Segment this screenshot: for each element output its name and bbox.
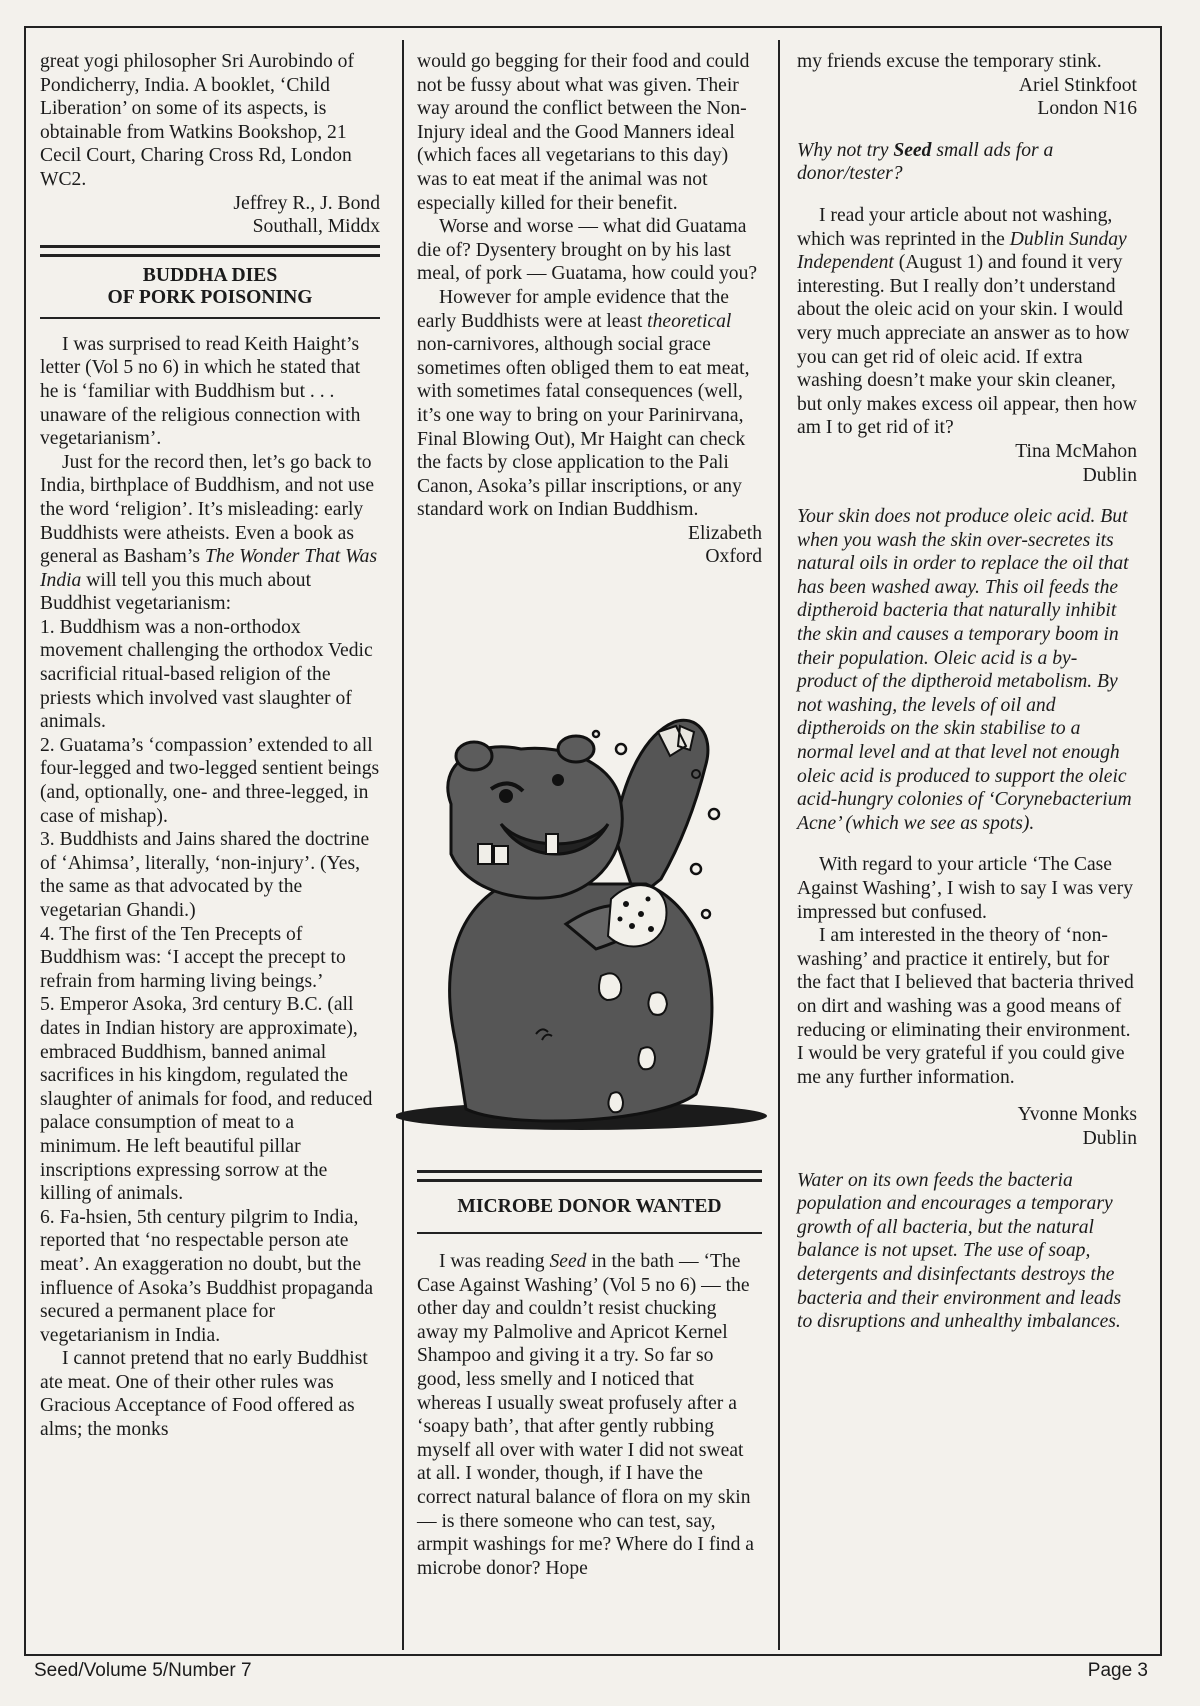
letter-text: I was surprised to read Keith Haight’s letter (Vol 5 no 6) in which he stated that he is ‘familiar with Buddhism but . . . unaware of the religious connection with vegetarianism’. [40, 333, 361, 450]
editor-reply: Water on its own feeds the bacteria population and encourages a temporary growth of all bacteria, but the natural balance is not upset. The use of soap, detergents and disinfectants destroys the bacteria and their environment and leads to disruptions and unhealthy imbalances. [797, 1169, 1122, 1333]
page-number: Page 3 [1087, 1660, 1148, 1681]
issue-label: Seed/Volume 5/Number 7 [34, 1660, 252, 1681]
list-item: 3. Buddhists and Jains shared the doctrine of ‘Ahimsa’, literally, ‘non-injury’. (Yes, the same as that advocated by the vegetarian Ghandi.) [40, 829, 370, 921]
signature-place: London N16 [1037, 98, 1137, 120]
section-rule [40, 245, 380, 257]
letter-text: my friends excuse the temporary stink. [797, 51, 1102, 72]
letter-text: I read your article about not washing, which was reprinted in the Dublin Sunday Independent (August 1) and found it very interesting. But I really don’t understand about the oleic acid on your skin. I would very much appreciate an answer as to how you can get rid of oleic acid. If extra washing doesn’t make your skin cleaner, but only makes excess oil appear, then how am I to get rid of it? [797, 204, 1137, 439]
signature-name: Elizabeth [688, 522, 762, 544]
editor-reply: Why not try Seed small ads for a donor/tester? [797, 139, 1054, 185]
list-item: 4. The first of the Ten Precepts of Buddhism was: ‘I accept the precept to refrain from harming living beings.’ [40, 923, 346, 992]
column-middle-lower [417, 1170, 762, 1580]
newspaper-name: Dublin Sunday Independent [797, 228, 1127, 274]
signature-name: Jeffrey R., J. Bond [233, 192, 380, 214]
letter-text: I was reading Seed in the bath — ‘The Case Against Washing’ (Vol 5 no 6) — the other day and couldn’t resist chucking away my Palmolive and Apricot Kernel Shampoo and giving it a try. So far so good, less smelly and I noticed that whereas I usually sweat profusely after a ‘soapy bath’, that after gently rubbing myself all over with water I did not sweat at all. I wonder, though, if I have the correct natural balance of flora on my skin — is there someone who can test, say, armpit washings for me? Where do I find a microbe donor? Hope [417, 1251, 754, 1579]
section-heading: MICROBE DONOR WANTED [457, 1196, 722, 1217]
signature-name: Yvonne Monks [1017, 1104, 1137, 1126]
column-right [797, 50, 1137, 1334]
letter-text: great yogi philosopher Sri Aurobindo of Pondicherry, India. A booklet, ‘Child Liberation’ on some of its aspects, is obtainable from Watkins Bookshop, 21 Cecil Court, Charing Cross Rd, London WC2. [40, 51, 355, 190]
signature-place: Oxford [705, 546, 762, 568]
letter-text: I cannot pretend that no early Buddhist ate meat. One of their other rules was Gracious Acceptance of Food offered as alms; the monks [40, 1348, 368, 1441]
signature-name: Tina McMahon [1015, 440, 1137, 462]
letter-text: Worse and worse — what did Guatama die of? Dysentery brought on by his last meal, of pork — Guatama, how could you? [417, 216, 758, 285]
signature-name: Ariel Stinkfoot [1018, 74, 1137, 96]
letter-text: With regard to your article ‘The Case Against Washing’, I wish to say I was very impressed but confused. [797, 854, 1134, 923]
book-title: The Wonder That Was India [40, 546, 378, 591]
magazine-name: Seed [549, 1251, 587, 1272]
signature-place: Southall, Middx [252, 216, 380, 238]
list-item: 5. Emperor Asoka, 3rd century B.C. (all dates in Indian history are approximate), embraced Buddhism, banned animal sacrifices in his kingdom, regulated the slaughter of animals for food, and reduced palace consumption of meat to a minimum. He left beautiful pillar inscriptions expressing sorrow at the killing of animals. [40, 994, 373, 1205]
signature-place: Dublin [1082, 464, 1137, 486]
section-rule [417, 1170, 762, 1182]
hippo-washing-icon [396, 714, 776, 1134]
list-item: 6. Fa-hsien, 5th century pilgrim to India, reported that ‘no respectable person ate meat’. An exaggeration no doubt, but the influence of Asoka’s Buddhist propaganda secured a permanent place for vegetarianism in India. [40, 1206, 374, 1346]
signature-place: Dublin [1082, 1127, 1137, 1149]
letter-text: I am interested in the theory of ‘non-washing’ and practice it entirely, but for the fact that I believed that bacteria thrived on dirt and washing was a good means of reducing or eliminating their environment. I would be very grateful if you could give me any further information. [797, 925, 1134, 1088]
section-heading: OF PORK POISONING [107, 286, 313, 308]
page-footer [34, 1660, 1148, 1682]
section-heading: BUDDHA DIES [142, 264, 278, 286]
column-left [40, 50, 380, 1442]
column-divider [778, 40, 780, 1650]
column-middle [417, 50, 762, 569]
letter-text: would go begging for their food and could not be fussy about what was given. Their way around the conflict between the Non-Injury ideal and the Good Manners ideal (which faces all vegetarians to this day) was to eat meat if the animal was not especially killed for their benefit. [417, 51, 750, 214]
list-item: 1. Buddhism was a non-orthodox movement challenging the orthodox Vedic sacrificial ritual-based religion of the priests which involved vast slaughter of animals. [40, 616, 373, 733]
list-item: 2. Guatama’s ‘compassion’ extended to all four-legged and two-legged sentient beings (and, optionally, one- and three-legged, in case of mishap). [40, 734, 380, 827]
editor-reply: Your skin does not produce oleic acid. But when you wash the skin over-secretes its natural oils in order to replace the oil that has been washed away. This oil feeds the diptheroid bacteria that naturally inhibit the skin and causes a temporary boom in their population. Oleic acid is a by-product of the diptheroid metabolism. By not washing, the levels of oil and diptheroids on the skin stabilise to a normal level and at that level not enough oleic acid is produced to support the oleic acid-hungry colonies of ‘Corynebacterium Acne’ (which we see as spots). [797, 506, 1132, 834]
letter-text: Just for the record then, let’s go back to India, birthplace of Buddhism, and not use the word ‘religion’. It’s misleading: early Buddhists were atheists. Even a book as general as Basham’s The Wonder That Was India will tell you this much about Buddhist vegetarianism: [40, 451, 378, 615]
letter-text: However for ample evidence that the early Buddhists were at least theoretical non-carnivores, although social grace sometimes often obliged them to eat meat, with sometimes fatal consequences (well, it’s one way to bring on your Parinirvana, Final Blowing Out), Mr Haight can check the facts by close application to the Pali Canon, Asoka’s pillar inscriptions, or any standard work on Indian Buddhism. [417, 286, 750, 521]
